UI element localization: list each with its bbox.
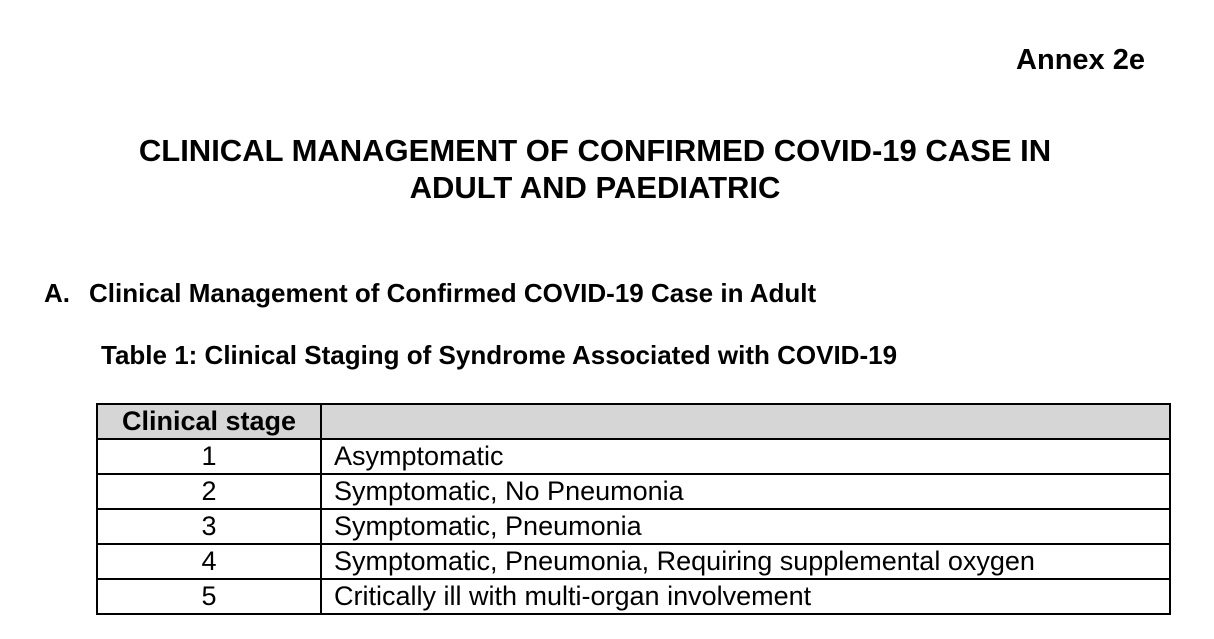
section-heading-text: Clinical Management of Confirmed COVID-19 Case in Adult [89, 278, 817, 308]
stage-number: 3 [97, 509, 321, 544]
header-description [321, 404, 1170, 439]
annex-label: Annex 2e [1016, 44, 1145, 76]
table-header-row [97, 404, 1170, 439]
document-title-line-1: CLINICAL MANAGEMENT OF CONFIRMED COVID-19 CASE IN [138, 133, 1052, 168]
table-row [97, 474, 1170, 509]
stage-number: 4 [97, 544, 321, 579]
document-title [0, 132, 1190, 206]
section-heading [44, 276, 816, 310]
stage-number: 1 [97, 439, 321, 474]
table-row [97, 544, 1170, 579]
stage-description: Asymptomatic [321, 439, 1170, 474]
table-row [97, 579, 1170, 614]
clinical-staging-table [96, 403, 1171, 615]
stage-number: 5 [97, 579, 321, 614]
section-marker: A. [44, 278, 70, 308]
stage-description: Symptomatic, Pneumonia, Requiring supplemental oxygen [321, 544, 1170, 579]
document-title-line-2: ADULT AND PAEDIATRIC [409, 170, 781, 205]
header-clinical-stage: Clinical stage [97, 404, 321, 439]
table-caption: Table 1: Clinical Staging of Syndrome Associated with COVID-19 [101, 340, 898, 370]
stage-description: Symptomatic, Pneumonia [321, 509, 1170, 544]
stage-description: Symptomatic, No Pneumonia [321, 474, 1170, 509]
stage-number: 2 [97, 474, 321, 509]
stage-description: Critically ill with multi-organ involvement [321, 579, 1170, 614]
table-row [97, 509, 1170, 544]
table-row [97, 439, 1170, 474]
